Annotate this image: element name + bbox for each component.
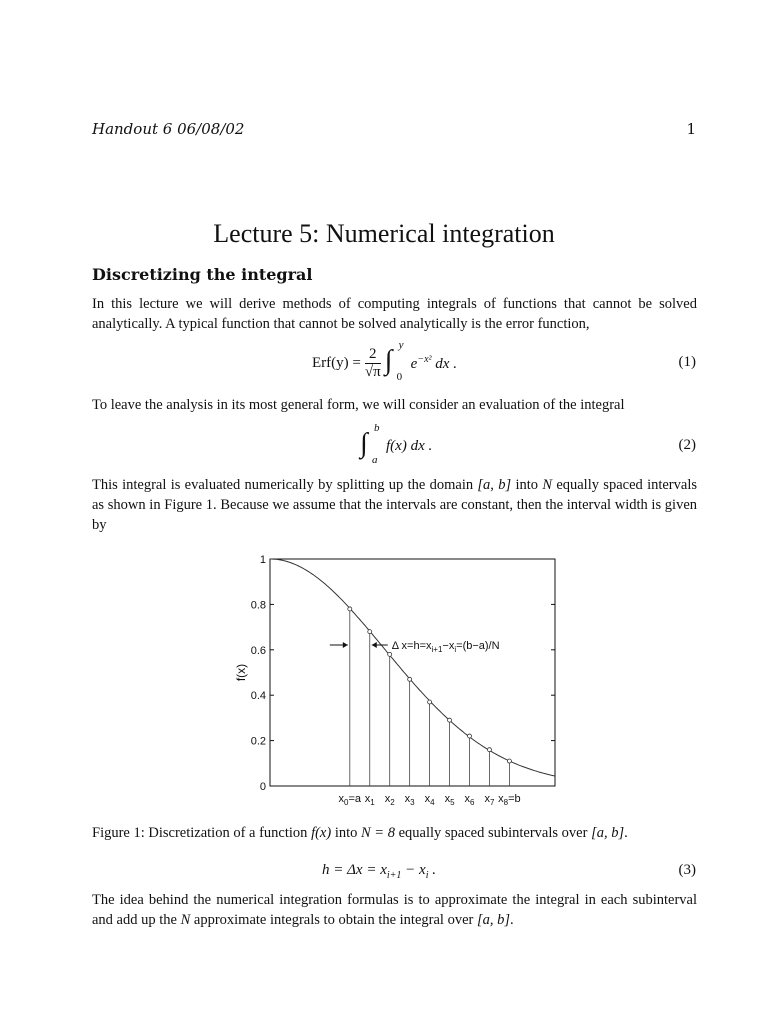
annotation-label: Δ $x=h=x_{i+1}-x_i=(b-a)/N$ (391, 640, 500, 654)
section-heading: Discretizing the integral (92, 265, 313, 284)
eq2-body: f(x) dx . (386, 437, 433, 454)
x-tick-label: $x_1$ (364, 793, 375, 807)
sample-point (388, 652, 392, 656)
annotation-arrowhead-right (372, 642, 377, 648)
equation-number-1: (1) (678, 354, 696, 370)
x-tick-label: $x_7$ (484, 793, 495, 807)
paragraph-integration-idea: The idea behind the numerical integration formulas is to approximate the integral in each subinterval and add up the N approximate integrals to obtain the integral over [a, b]. (92, 892, 697, 928)
eq1-fraction (365, 346, 381, 381)
annotation-arrowhead-left (343, 642, 348, 648)
equation-3: $h = \Delta x = x_{i+1} - x_i$ . (322, 862, 436, 881)
equation-number-2: (2) (678, 437, 696, 453)
eq1-lhs: Erf(y) = (312, 354, 361, 371)
inline-N: N (542, 477, 552, 493)
eq1-lower-limit: 0 (396, 371, 403, 383)
x-tick-label: $x_3$ (404, 793, 415, 807)
eq2-lower-limit: a (372, 454, 378, 466)
y-axis-label: f(x) (234, 663, 248, 682)
y-tick-label: 1 (259, 554, 266, 566)
x-tick-label: $x_5$ (444, 793, 455, 807)
sample-point (507, 759, 511, 763)
eq1-integral (384, 339, 407, 383)
eq1-tail: dx . (431, 355, 457, 372)
paragraph-discretization: This integral is evaluated numerically by splitting up the domain [a, b] into N equally spaced intervals as shown in Figure 1. Because we assume that the intervals are constant, then the interval width is given by (92, 477, 697, 533)
y-tick-label: 0.4 (250, 690, 266, 703)
eq1-denominator: √π (364, 363, 381, 380)
equation-1 (312, 340, 457, 386)
x-tick-label: $x_6$ (464, 793, 475, 807)
figure-1-chart (225, 548, 575, 816)
sample-point (428, 700, 432, 704)
sample-point (487, 748, 491, 752)
function-curve (270, 559, 555, 776)
inline-interval: [a, b] (477, 477, 512, 493)
page-title: Lecture 5: Numerical integration (213, 219, 555, 248)
sample-point (448, 718, 452, 722)
x-tick-label: $x_8=b$ (498, 793, 521, 807)
sample-point (468, 734, 472, 738)
eq1-integral-sign: ∫ (384, 345, 393, 376)
equation-2 (360, 422, 433, 467)
eq2-upper-limit: b (374, 422, 380, 434)
page-number: 1 (686, 120, 696, 138)
y-tick-label: 0 (259, 781, 266, 793)
y-tick-label: 0.8 (250, 599, 266, 612)
paragraph-intro: In this lecture we will derive methods of computing integrals of functions that cannot be solved analytically. A typical function that cannot be solved analytically is the error function, (92, 296, 697, 332)
eq1-upper-limit: y (398, 339, 404, 351)
x-tick-label: $x_0=a$ (338, 793, 362, 807)
paragraph-general-form: To leave the analysis in its most general form, we will consider an evaluation of the integral (92, 397, 625, 413)
eq2-integral (360, 422, 382, 466)
header-left: Handout 6 06/08/02 (92, 120, 245, 138)
y-tick-label: 0.2 (250, 735, 266, 748)
sample-point (408, 677, 412, 681)
sample-point (348, 607, 352, 611)
plot-frame (270, 559, 555, 786)
eq1-exponent: −x² (417, 353, 432, 365)
eq1-body: $e^{-x^2}$ dx . (410, 353, 457, 372)
equation-number-3: (3) (678, 862, 696, 878)
y-tick-label: 0.6 (250, 644, 266, 657)
eq2-integral-sign: ∫ (360, 428, 368, 459)
eq1-numerator: 2 (365, 346, 381, 364)
sample-point (368, 630, 372, 634)
x-tick-label: $x_2$ (384, 793, 395, 807)
figure-caption: Figure 1: Discretization of a function f(x) into N = 8 equally spaced subintervals over [a, b]. (92, 825, 628, 841)
x-tick-label: $x_4$ (424, 793, 435, 807)
